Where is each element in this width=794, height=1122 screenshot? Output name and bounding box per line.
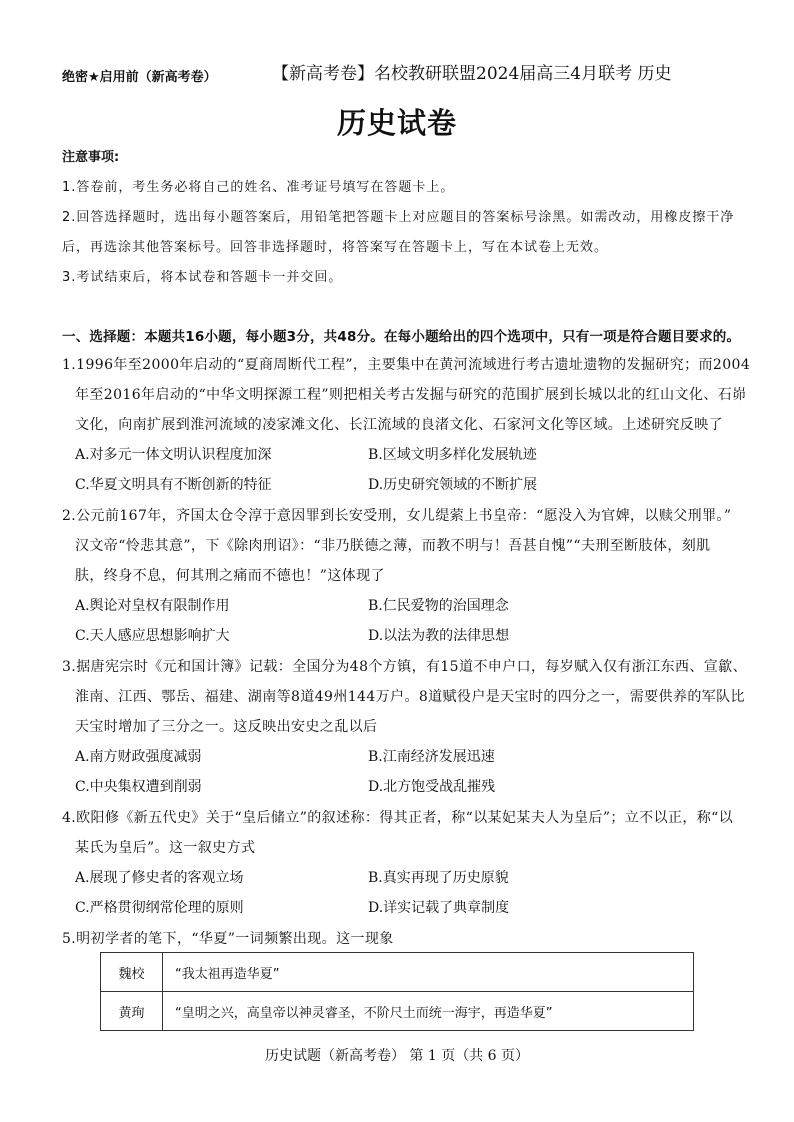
question-2-option-a: A.舆论对皇权有限制作用 <box>75 598 230 614</box>
exam-header: 【新高考卷】名校教研联盟2024届高三4月联考 历史 <box>272 64 672 84</box>
question-1-option-d: D.历史研究领域的不断扩展 <box>368 477 538 493</box>
question-2-stem: 汉文帝“怜悲其意”，下《除肉刑诏》：“非乃朕德之薄，而教不明与！吾甚自愧”“夫刑至断肢体，刻肌 <box>75 538 711 554</box>
question-4-option-d: D.详实记载了典章制度 <box>368 900 510 916</box>
confidential-label: 绝密★启用前（新高考卷） <box>62 70 217 85</box>
quote-text: “皇明之兴，高皇帝以神灵睿圣，不阶尺土而统一海宇，再造华夏” <box>163 992 694 1031</box>
question-4-stem: 4.欧阳修《新五代史》关于“皇后储立”的叙述称：得其正者，称“以某妃某夫人为皇后”；立不以正，称“以 <box>62 810 734 826</box>
page-footer: 历史试题（新高考卷） 第 1 页（共 6 页） <box>264 1048 530 1064</box>
table-row <box>101 992 694 1031</box>
question-2-stem: 2.公元前167年，齐国太仓令淳于意因罪到长安受刑，女儿缇萦上书皇帝：“愿没入为官婢，以赎父刑罪。” <box>62 508 732 524</box>
note-line: 2.回答选择题时，选出每小题答案后，用铅笔把答题卡上对应题目的答案标号涂黑。如需改动，用橡皮擦干净 <box>62 210 735 225</box>
question-4-option-c: C.严格贯彻纲常伦理的原则 <box>75 900 244 916</box>
question-1-stem: 文化，向南扩展到淮河流域的凌家滩文化、长江流域的良渚文化、石家河文化等区域。上述研究反映了 <box>75 417 723 433</box>
note-line: 3.考试结束后，将本试卷和答题卡一并交回。 <box>62 270 343 285</box>
question-2-option-c: C.天人感应思想影响扩大 <box>75 628 230 644</box>
quote-table <box>100 952 694 1031</box>
note-line: 后，再选涂其他答案标号。回答非选择题时，将答案写在答题卡上，写在本试卷上无效。 <box>62 240 609 255</box>
question-1-stem: 年至2016年启动的“中华文明探源工程”则把相关考古发掘与研究的范围扩展到长城以北的红山文化、石峁 <box>75 387 747 403</box>
question-3-option-d: D.北方饱受战乱摧残 <box>368 779 496 795</box>
question-3-option-b: B.江南经济发展迅速 <box>368 749 495 765</box>
question-4-stem: 某氏为皇后”。这一叙史方式 <box>75 840 256 856</box>
question-2-stem: 肤，终身不息，何其刑之痛而不德也！”这体现了 <box>75 568 385 584</box>
question-3-stem: 天宝时增加了三分之一。这反映出安史之乱以后 <box>75 719 378 735</box>
question-1-stem: 1.1996年至2000年启动的“夏商周断代工程”，主要集中在黄河流域进行考古遗址遗物的发掘研究；而2004 <box>62 357 751 373</box>
question-2-option-d: D.以法为教的法律思想 <box>368 628 510 644</box>
notes-title: 注意事项: <box>62 150 120 165</box>
question-4-option-a: A.展现了修史者的客观立场 <box>75 870 244 886</box>
question-3-option-a: A.南方财政强度减弱 <box>75 749 202 765</box>
note-line: 1.答卷前，考生务必将自己的姓名、准考证号填写在答题卡上。 <box>62 180 455 195</box>
question-3-option-c: C.中央集权遭到削弱 <box>75 779 202 795</box>
table-row <box>101 953 694 992</box>
quote-text: “我太祖再造华夏” <box>163 953 694 992</box>
section-heading: 一、选择题：本题共16小题，每小题3分，共48分。在每小题给出的四个选项中，只有一项是符合题目要求的。 <box>62 329 741 345</box>
question-5-stem: 5.明初学者的笔下，“华夏”一词频繁出现。这一现象 <box>62 931 394 947</box>
question-1-option-c: C.华夏文明具有不断创新的特征 <box>75 477 272 493</box>
question-4-option-b: B.真实再现了历史原貌 <box>368 870 509 886</box>
question-1-option-a: A.对多元一体文明认识程度加深 <box>75 447 272 463</box>
page-title: 历史试卷 <box>336 106 457 140</box>
question-2-option-b: B.仁民爱物的治国理念 <box>368 598 509 614</box>
scholar-name: 黄珣 <box>101 992 163 1031</box>
question-3-stem: 3.据唐宪宗时《元和国计簿》记载：全国分为48个方镇，有15道不申户口，每岁赋入仅有浙江东西、宣歙、 <box>62 659 747 675</box>
question-3-stem: 淮南、江西、鄂岳、福建、湖南等8道49州144万户。8道赋役户是天宝时的四分之一，需要供养的军队比 <box>75 689 745 705</box>
question-1-option-b: B.区域文明多样化发展轨迹 <box>368 447 537 463</box>
scholar-name: 魏校 <box>101 953 163 992</box>
